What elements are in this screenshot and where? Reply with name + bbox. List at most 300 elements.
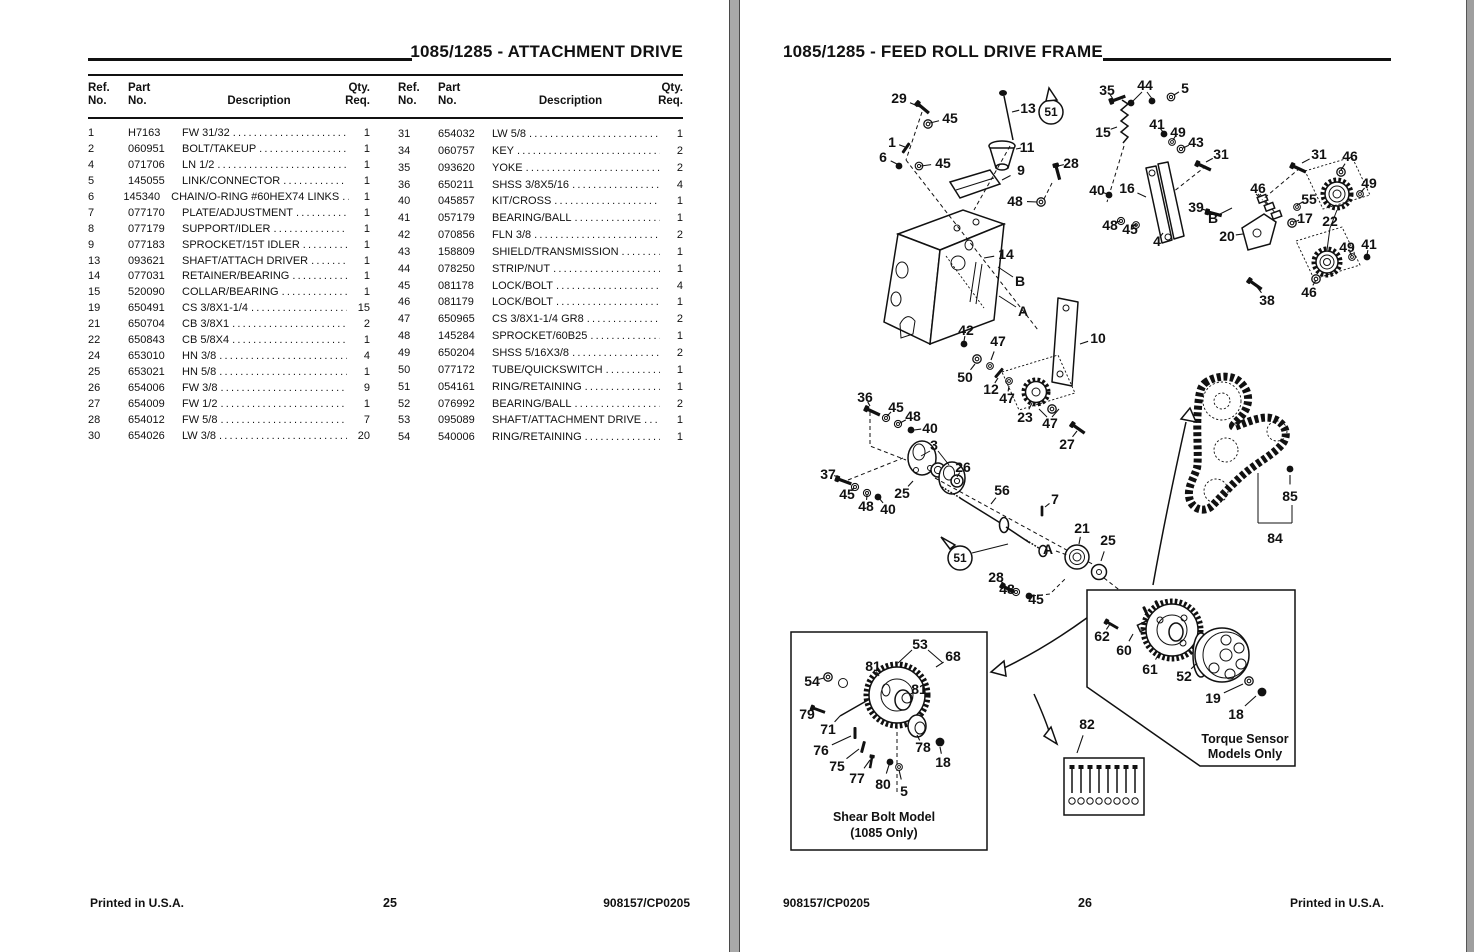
footer-doc-number: 908157/CP0205 — [783, 896, 870, 910]
callout-label-A: A — [1017, 303, 1029, 319]
leader-dots — [220, 381, 347, 397]
leader-dots — [574, 210, 660, 227]
torque-caption-line1: Torque Sensor — [1201, 732, 1289, 746]
callout-label-47: 47 — [1042, 415, 1058, 431]
col-part-label2: No. — [128, 94, 147, 107]
footer-printed: Printed in U.S.A. — [90, 896, 185, 910]
cell-qty: 1 — [363, 397, 370, 410]
callout-label-40: 40 — [1089, 182, 1105, 198]
table-row — [88, 190, 370, 206]
bracket-20 — [1242, 214, 1276, 250]
cell-ref-no: 15 — [88, 286, 101, 299]
cell-part-no: 057179 — [438, 212, 475, 225]
cell-qty: 1 — [363, 270, 370, 283]
right-cluster — [1106, 92, 1371, 292]
col-qty-label2: Req. — [658, 94, 683, 107]
cell-qty: 2 — [676, 229, 683, 242]
cell-description: SPROCKET/60B25 — [492, 330, 588, 343]
col-desc-label: Description — [227, 94, 291, 107]
torque-coupler-52 — [1193, 628, 1249, 682]
cell-part-no: 650491 — [128, 302, 165, 315]
table-row — [398, 328, 683, 345]
cell-part-no: 081178 — [438, 279, 474, 292]
parts-table-left — [88, 126, 370, 445]
cell-description: STRIP/NUT — [492, 262, 551, 275]
cell-description: KEY — [492, 144, 515, 157]
cell-description: LW 5/8 — [492, 128, 527, 140]
callout-label-7: 7 — [1051, 491, 1059, 507]
callout-label-35: 35 — [1099, 82, 1115, 98]
footer-page-number: 25 — [383, 896, 397, 910]
cell-part-no: 070856 — [438, 229, 475, 242]
cell-description: FW 3/8 — [182, 382, 218, 394]
cell-qty: 1 — [363, 334, 370, 347]
callout-label-48: 48 — [1007, 193, 1023, 209]
callout-label-37: 37 — [820, 466, 836, 482]
callout-label-B: B — [1207, 210, 1219, 226]
callout-label-11: 11 — [1019, 139, 1035, 155]
callout-label-25: 25 — [894, 485, 910, 501]
title-underline — [1103, 58, 1391, 61]
cell-part-no: 654009 — [128, 397, 165, 410]
cell-part-no: 077172 — [438, 363, 475, 376]
cell-ref-no: 36 — [398, 178, 411, 191]
callout-label-44: 44 — [1137, 77, 1153, 93]
cell-description: YOKE — [492, 161, 523, 174]
callout-label-13: 13 — [1020, 100, 1036, 116]
cell-ref-no: 24 — [88, 350, 101, 363]
cell-part-no: 076992 — [438, 397, 475, 410]
cell-description: FW 1/2 — [182, 397, 218, 410]
leader-dots — [219, 365, 347, 381]
callout-label-48: 48 — [858, 498, 874, 514]
cell-qty: 1 — [676, 245, 683, 258]
cell-part-no: 054161 — [438, 380, 475, 393]
leader-dots — [273, 222, 347, 238]
cell-part-no: 081179 — [438, 296, 474, 309]
callout-label-45: 45 — [942, 110, 958, 126]
callout-label-12: 12 — [983, 381, 999, 397]
cell-ref-no: 51 — [398, 380, 411, 393]
cell-part-no: 654012 — [128, 413, 165, 426]
callout-label-55: 55 — [1301, 191, 1317, 207]
leader-dots — [553, 261, 660, 278]
leader-dots — [517, 143, 660, 160]
page-title: 1085/1285 - ATTACHMENT DRIVE — [410, 42, 683, 61]
table-row — [88, 158, 370, 174]
cell-qty: 1 — [363, 286, 370, 299]
callout-label-16: 16 — [1119, 180, 1135, 196]
cell-ref-no: 27 — [88, 397, 101, 410]
leader-dots — [292, 269, 347, 285]
callout-label-23: 23 — [1017, 409, 1033, 425]
cell-description: RETAINER/BEARING — [182, 270, 290, 283]
cell-part-no: 654006 — [128, 382, 165, 394]
leader-dots — [622, 244, 660, 261]
callout-label-47: 47 — [990, 333, 1006, 349]
cell-ref-no: 14 — [88, 270, 101, 283]
callout-label-36: 36 — [857, 389, 873, 405]
cell-part-no: 650965 — [438, 313, 475, 326]
leader-dots — [259, 142, 347, 158]
col-part-label2: No. — [438, 94, 457, 107]
cell-part-no: 060951 — [128, 142, 165, 155]
cell-ref-no: 5 — [88, 174, 95, 187]
cell-description: RING/RETAINING — [492, 431, 582, 444]
callout-label-45: 45 — [1028, 591, 1044, 607]
cell-description: LOCK/BOLT — [492, 296, 553, 309]
callout-label-1: 1 — [888, 134, 896, 150]
col-qty-label: Qty. — [661, 82, 683, 94]
leader-dots — [585, 379, 660, 396]
callout-label-26: 26 — [955, 459, 971, 475]
callout-leader — [1206, 158, 1213, 162]
table-row — [398, 227, 683, 244]
cell-ref-no: 53 — [398, 414, 411, 427]
callout-leader — [914, 429, 921, 430]
cell-ref-no: 35 — [398, 161, 411, 174]
cell-qty: 1 — [363, 206, 370, 219]
callout-label-40: 40 — [922, 420, 938, 436]
spring-15 — [1121, 100, 1128, 143]
callout-label-28: 28 — [988, 569, 1004, 585]
cell-description: FW 31/32 — [182, 127, 230, 139]
callout-label-41: 41 — [1149, 116, 1165, 132]
footer-printed: Printed in U.S.A. — [1289, 896, 1384, 910]
cell-description: PLATE/ADJUSTMENT — [182, 206, 294, 219]
table-row — [398, 160, 683, 177]
cell-ref-no: 1 — [88, 127, 95, 139]
cell-description: SHAFT/ATTACHMENT DRIVE — [492, 414, 642, 427]
cell-part-no: 650843 — [128, 334, 165, 347]
callout-leader — [1080, 341, 1088, 344]
callout-label-41: 41 — [1361, 236, 1377, 252]
callout-label-45: 45 — [935, 155, 951, 171]
table-row — [88, 381, 370, 397]
cell-ref-no: 42 — [398, 229, 411, 242]
note-balloon-51b — [941, 537, 1008, 570]
shear-caption-line2: (1085 Only) — [850, 826, 918, 840]
cell-part-no: 650204 — [438, 346, 475, 359]
cell-ref-no: 30 — [88, 429, 101, 442]
cell-ref-no: 49 — [398, 346, 411, 359]
table-rule-top — [88, 74, 683, 76]
table-row — [398, 261, 683, 278]
cell-qty: 1 — [676, 296, 683, 309]
callout-leader — [1101, 551, 1104, 561]
yoke-knob — [989, 141, 1015, 170]
callout-label-27: 27 — [1059, 436, 1075, 452]
table-rule-header — [88, 117, 683, 119]
cell-qty: 4 — [676, 279, 683, 292]
table-row — [398, 412, 683, 429]
cell-ref-no: 26 — [88, 382, 101, 394]
table-row — [88, 365, 370, 381]
cell-ref-no: 4 — [88, 158, 95, 171]
shear-hub-78 — [908, 715, 926, 737]
table-row — [398, 210, 683, 227]
table-row — [88, 429, 370, 445]
page-edge — [1466, 0, 1474, 952]
cell-description: TUBE/QUICKSWITCH — [492, 363, 603, 376]
cell-description: LW 3/8 — [182, 429, 217, 442]
cell-qty: 1 — [676, 414, 683, 427]
callout-label-14: 14 — [998, 246, 1014, 262]
cell-description: CS 3/8X1-1/4 GR8 — [492, 313, 584, 326]
cell-part-no: H7163 — [128, 127, 161, 139]
cell-part-no: 654032 — [438, 128, 475, 140]
cell-qty: 15 — [357, 302, 370, 315]
leader-dots — [233, 126, 347, 142]
col-part-label: Part — [128, 82, 151, 94]
cell-description: BOLT/TAKEUP — [182, 142, 257, 155]
leader-dots — [574, 396, 660, 413]
cell-description: CHAIN/O-RING #60HEX74 LINKS — [171, 190, 340, 203]
cell-qty: 1 — [363, 254, 370, 267]
cell-description: LINK/CONNECTOR — [182, 174, 281, 187]
callout-label-50: 50 — [957, 369, 973, 385]
col-ref-label: Ref. — [398, 82, 420, 94]
callout-label-4: 4 — [1153, 233, 1161, 249]
callout-leader — [1137, 193, 1146, 197]
callout-label-19: 19 — [1205, 690, 1221, 706]
cell-ref-no: 7 — [88, 206, 95, 219]
callout-label-22: 22 — [1322, 213, 1338, 229]
cell-ref-no: 44 — [398, 262, 411, 275]
cell-qty: 1 — [363, 174, 370, 187]
cell-ref-no: 8 — [88, 222, 95, 235]
table-row — [398, 362, 683, 379]
cell-ref-no: 43 — [398, 245, 411, 258]
leader-dots — [572, 345, 660, 362]
cell-part-no: 093620 — [438, 161, 475, 174]
callout-label-61: 61 — [1142, 661, 1158, 677]
cell-description: COLLAR/BEARING — [182, 286, 279, 299]
callout-label-15: 15 — [1095, 124, 1111, 140]
cell-qty: 2 — [676, 346, 683, 359]
table-row — [88, 238, 370, 254]
table-row — [398, 294, 683, 311]
cell-ref-no: 6 — [88, 190, 95, 203]
cell-part-no: 078250 — [438, 262, 475, 275]
table-row — [88, 333, 370, 349]
cell-qty: 20 — [357, 429, 370, 442]
cell-qty: 4 — [676, 178, 683, 191]
cell-part-no: 654026 — [128, 429, 165, 442]
cell-part-no: 650211 — [438, 178, 474, 191]
callout-label-46: 46 — [1301, 284, 1317, 300]
cell-qty: 2 — [363, 318, 370, 331]
cell-qty: 1 — [676, 128, 683, 140]
leader-dots — [283, 174, 347, 190]
cell-ref-no: 40 — [398, 195, 411, 208]
cell-part-no: 145055 — [128, 174, 165, 187]
cell-ref-no: 25 — [88, 366, 101, 379]
cell-qty: 1 — [676, 262, 683, 275]
cell-ref-no: 31 — [398, 128, 411, 140]
cell-part-no: 077179 — [128, 222, 165, 235]
cell-qty: 2 — [676, 313, 683, 326]
callout-label-46: 46 — [1250, 180, 1266, 196]
callout-label-48: 48 — [905, 408, 921, 424]
callout-label-3: 3 — [930, 437, 938, 453]
callout-label-45: 45 — [888, 399, 904, 415]
table-row — [398, 311, 683, 328]
callout-label-80: 80 — [875, 776, 891, 792]
cell-ref-no: 48 — [398, 330, 411, 343]
callout-label-B: B — [1014, 273, 1026, 289]
leader-dots — [296, 206, 347, 222]
cell-ref-no: 22 — [88, 334, 101, 347]
callout-label-48: 48 — [1102, 217, 1118, 233]
leader-dots — [585, 429, 660, 446]
leader-dots — [590, 328, 660, 345]
cell-qty: 1 — [676, 380, 683, 393]
cell-qty: 1 — [676, 195, 683, 208]
callout-label-53: 53 — [912, 636, 928, 652]
cell-qty: 1 — [363, 238, 370, 251]
cell-part-no: 077031 — [128, 270, 165, 283]
table-row — [398, 345, 683, 362]
callout-label-68: 68 — [945, 648, 961, 664]
table-row — [398, 396, 683, 413]
callout-label-78: 78 — [915, 739, 931, 755]
cell-description: HN 5/8 — [182, 366, 217, 379]
cell-part-no: 145340 — [123, 190, 161, 203]
leader-dots — [282, 285, 347, 301]
callout-label-45: 45 — [839, 486, 855, 502]
cell-ref-no: 28 — [88, 413, 101, 426]
callout-leader — [1302, 159, 1310, 163]
cell-part-no: 093621 — [128, 254, 165, 267]
callout-label-17: 17 — [1297, 210, 1313, 226]
callout-leader — [899, 145, 905, 147]
callout-label-40: 40 — [880, 501, 896, 517]
leader-dots — [232, 317, 347, 333]
cell-part-no: 653010 — [128, 350, 165, 363]
table-row — [88, 413, 370, 429]
callout-leader — [891, 161, 897, 164]
cell-part-no: 077170 — [128, 206, 165, 219]
table-row — [398, 177, 683, 194]
callout-leader — [1077, 735, 1083, 753]
callout-label-45: 45 — [1122, 221, 1138, 237]
callout-label-71: 71 — [820, 721, 836, 737]
leader-dots — [526, 160, 660, 177]
callout-label-76: 76 — [813, 742, 829, 758]
callout-label-18: 18 — [1228, 706, 1244, 722]
callout-label-29: 29 — [891, 90, 907, 106]
callout-label-39: 39 — [1188, 199, 1204, 215]
callout-label-38: 38 — [1259, 292, 1275, 308]
leader-dots — [219, 429, 347, 445]
cell-qty: 4 — [363, 350, 370, 363]
leader-dots — [251, 301, 347, 317]
leader-dots — [556, 278, 660, 295]
cell-qty: 1 — [363, 190, 371, 203]
table-header-right — [398, 82, 683, 107]
leader-dots — [572, 177, 660, 194]
cell-description: KIT/CROSS — [492, 195, 552, 208]
callout-label-5: 5 — [900, 783, 908, 799]
callout-leader — [1111, 127, 1117, 129]
leader-dots — [644, 412, 660, 429]
callout-label-49: 49 — [1361, 175, 1377, 191]
cell-ref-no: 2 — [88, 142, 95, 155]
cell-description: CB 3/8X1 — [182, 318, 230, 331]
callout-label-46: 46 — [1342, 148, 1358, 164]
callout-label-6: 6 — [879, 149, 887, 165]
callout-label-81: 81 — [911, 681, 927, 697]
shear-caption-line1: Shear Bolt Model — [832, 810, 936, 824]
callout-label-18: 18 — [935, 754, 951, 770]
footer-doc-number: 908157/CP0205 — [603, 896, 690, 910]
cell-part-no: 520090 — [128, 286, 165, 299]
link-bars — [1146, 162, 1184, 243]
shear-bolt-inset — [791, 632, 987, 850]
callout-leader — [1002, 176, 1011, 181]
callout-label-49: 49 — [1339, 239, 1355, 255]
leader-dots — [342, 190, 349, 206]
callout-label-51: 51 — [953, 551, 967, 565]
table-row — [398, 429, 683, 446]
cell-description: SHSS 3/8X5/16 — [492, 178, 570, 191]
table-row — [398, 244, 683, 261]
cell-qty: 1 — [676, 363, 683, 376]
cell-part-no: 650704 — [128, 318, 165, 331]
callout-label-51: 51 — [1044, 105, 1058, 119]
torque-caption-line2: Models Only — [1207, 747, 1283, 761]
cell-qty: 9 — [363, 382, 370, 394]
callout-leader — [1236, 234, 1243, 235]
leader-dots — [529, 126, 660, 143]
callout-label-20: 20 — [1219, 228, 1235, 244]
callout-label-31: 31 — [1311, 146, 1327, 162]
leader-dots — [219, 349, 347, 365]
cell-qty: 1 — [363, 366, 370, 379]
leader-dots — [220, 397, 347, 413]
cell-description: HN 3/8 — [182, 350, 217, 363]
table-row — [88, 126, 370, 142]
leader-dots — [606, 362, 660, 379]
bolt-kit-inset — [1064, 758, 1144, 815]
leader-dots — [587, 311, 660, 328]
col-desc-label: Description — [538, 94, 603, 107]
leader-dots — [554, 193, 660, 210]
cell-part-no: 060757 — [438, 144, 475, 157]
cell-ref-no: 47 — [398, 313, 411, 326]
cell-qty: 1 — [363, 127, 370, 139]
leader-dots — [217, 158, 347, 174]
cell-part-no: 145284 — [438, 330, 475, 343]
roller-chain — [1189, 377, 1294, 523]
cell-qty: 2 — [676, 144, 683, 157]
callout-label-84: 84 — [1267, 530, 1283, 546]
table-row — [88, 174, 370, 190]
callout-leader — [991, 351, 994, 360]
leader-dots — [232, 333, 347, 349]
cell-qty: 2 — [676, 161, 683, 174]
cell-ref-no: 50 — [398, 363, 411, 376]
table-row — [88, 285, 370, 301]
col-ref-label2: No. — [88, 94, 107, 107]
callout-label-10: 10 — [1090, 330, 1106, 346]
cell-description: FW 5/8 — [182, 413, 218, 426]
callout-label-31: 31 — [1213, 146, 1229, 162]
cell-description: BEARING/BALL — [492, 212, 572, 225]
cell-qty: 1 — [363, 158, 370, 171]
cell-description: LN 1/2 — [182, 158, 215, 171]
